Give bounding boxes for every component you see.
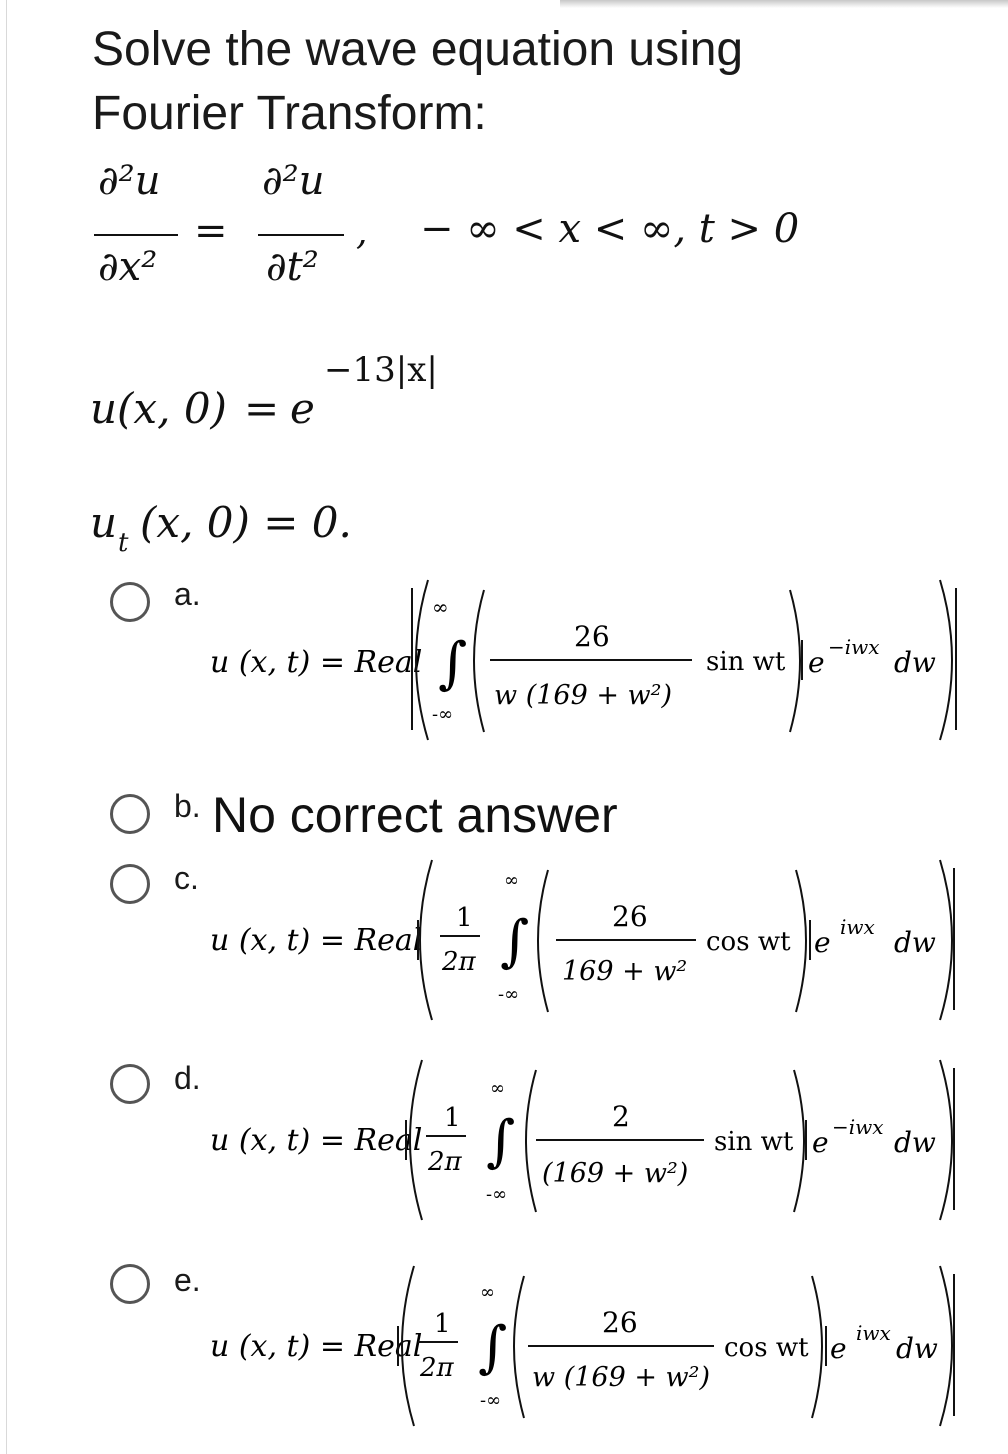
option-a-trig: sin wt	[706, 647, 786, 677]
left-border	[6, 0, 7, 1454]
option-d-exponent: −iwx	[832, 1115, 884, 1139]
option-a-numerator: 26	[574, 620, 610, 653]
option-c-inner-right-paren	[796, 870, 806, 1012]
option-e-trig: cos wt	[724, 1333, 809, 1363]
option-c-inner-left-paren	[538, 870, 548, 1012]
option-d-lhs: u (x, t) = Real	[210, 1123, 423, 1158]
option-d-integral-sign: ∫	[486, 1109, 516, 1174]
option-a-lhs: u (x, t) = Real	[210, 645, 423, 680]
option-c-letter: c.	[174, 860, 199, 896]
option-c-exponent: iwx	[840, 915, 875, 939]
option-a-exponent: −iwx	[828, 635, 880, 659]
ic1-lhs: u(x, 0)	[90, 384, 227, 433]
option-d-denominator: (169 + w²)	[542, 1158, 689, 1189]
option-e-coef-num: 1	[434, 1309, 451, 1339]
option-e-dw: dw	[896, 1332, 938, 1365]
option-c-exp-base: e	[814, 926, 831, 959]
pde-equals: =	[194, 208, 228, 254]
ic2-rest: (x, 0) = 0.	[140, 498, 352, 547]
pde-rhs-fraction-bar	[258, 234, 344, 236]
option-d-exp-base: e	[812, 1126, 829, 1159]
option-c-integral-sign: ∫	[500, 909, 530, 974]
option-d-trig: sin wt	[714, 1127, 794, 1157]
option-e-upper-limit: ∞	[480, 1282, 495, 1303]
option-c-coef-num: 1	[456, 903, 473, 933]
radio-option-e[interactable]	[110, 1264, 150, 1304]
option-d-lower-limit: -∞	[486, 1184, 508, 1205]
pde-rhs-numerator: ∂²u	[262, 158, 325, 204]
option-a-denominator: w (169 + w²)	[494, 680, 673, 711]
option-a-integral-sign: ∫	[438, 631, 468, 696]
option-e-right-paren	[940, 1266, 952, 1426]
option-a-right-paren	[940, 580, 952, 740]
option-c-lower-limit: -∞	[498, 984, 520, 1005]
option-a-formula	[200, 570, 970, 750]
option-a-inner-right-paren	[790, 590, 800, 732]
question-line-2: Fourier Transform:	[92, 87, 487, 140]
option-e-lower-limit: -∞	[480, 1390, 502, 1411]
option-e-inner-right-paren	[812, 1276, 822, 1418]
option-c-dw: dw	[894, 926, 936, 959]
ic1-base: e	[290, 384, 315, 433]
option-c-coef-den: 2π	[442, 947, 476, 977]
pde-rhs-denominator: ∂t²	[266, 244, 319, 290]
option-b-letter: b.	[174, 788, 201, 824]
option-c-upper-limit: ∞	[504, 870, 519, 891]
option-a-upper-limit: ∞	[432, 595, 449, 619]
option-e-integral-sign: ∫	[478, 1315, 508, 1380]
question-line-1: Solve the wave equation using	[92, 23, 744, 76]
option-c-right-paren	[940, 860, 952, 1020]
question-text	[92, 18, 972, 146]
radio-option-b[interactable]	[110, 794, 150, 834]
option-c-lhs: u (x, t) = Real	[210, 923, 423, 958]
option-d-right-paren	[940, 1060, 952, 1220]
ic1-equals: =	[244, 384, 280, 433]
pde-comma: ,	[356, 212, 368, 253]
option-d-numerator: 2	[612, 1100, 630, 1133]
pde-lhs-numerator: ∂²u	[98, 158, 161, 204]
option-d-letter: d.	[174, 1060, 201, 1096]
radio-option-d[interactable]	[110, 1064, 150, 1104]
radio-option-c[interactable]	[110, 864, 150, 904]
pde-lhs-denominator: ∂x²	[98, 244, 158, 290]
option-c-trig: cos wt	[706, 927, 791, 957]
option-d-dw: dw	[894, 1126, 936, 1159]
option-c-numerator: 26	[612, 900, 648, 933]
ic2-u: u	[90, 498, 118, 547]
option-e-exponent: iwx	[856, 1321, 891, 1345]
top-shadow	[560, 0, 1008, 8]
ic2-subscript: t	[118, 528, 129, 558]
option-d-inner-left-paren	[526, 1070, 536, 1212]
option-e-exp-base: e	[830, 1332, 847, 1365]
option-e-numerator: 26	[602, 1306, 638, 1339]
option-b-text: No correct answer	[212, 787, 618, 843]
radio-option-a[interactable]	[110, 582, 150, 622]
option-d-coef-num: 1	[444, 1103, 461, 1133]
option-e-lhs: u (x, t) = Real	[210, 1329, 423, 1364]
ic1-exponent: −13|x|	[324, 350, 438, 390]
option-e-letter: e.	[174, 1262, 201, 1298]
option-a-letter: a.	[174, 576, 201, 612]
option-c-denominator: 169 + w²	[562, 956, 688, 987]
option-d-inner-right-paren	[794, 1070, 804, 1212]
option-a-lower-limit: -∞	[432, 704, 454, 725]
option-e-coef-den: 2π	[420, 1353, 454, 1383]
option-a-inner-left-paren	[474, 590, 484, 732]
option-c-formula	[200, 850, 970, 1030]
option-a-dw: dw	[894, 646, 936, 679]
pde-lhs-fraction-bar	[94, 234, 178, 236]
option-e-denominator: w (169 + w²)	[532, 1362, 711, 1393]
option-d-upper-limit: ∞	[490, 1078, 505, 1099]
pde-domain: − ∞ < x < ∞, t > 0	[420, 206, 800, 252]
option-e-inner-left-paren	[514, 1276, 524, 1418]
option-a-exp-base: e	[808, 646, 825, 679]
option-d-formula	[200, 1050, 970, 1230]
option-d-coef-den: 2π	[428, 1147, 462, 1177]
option-e-formula	[200, 1256, 970, 1436]
